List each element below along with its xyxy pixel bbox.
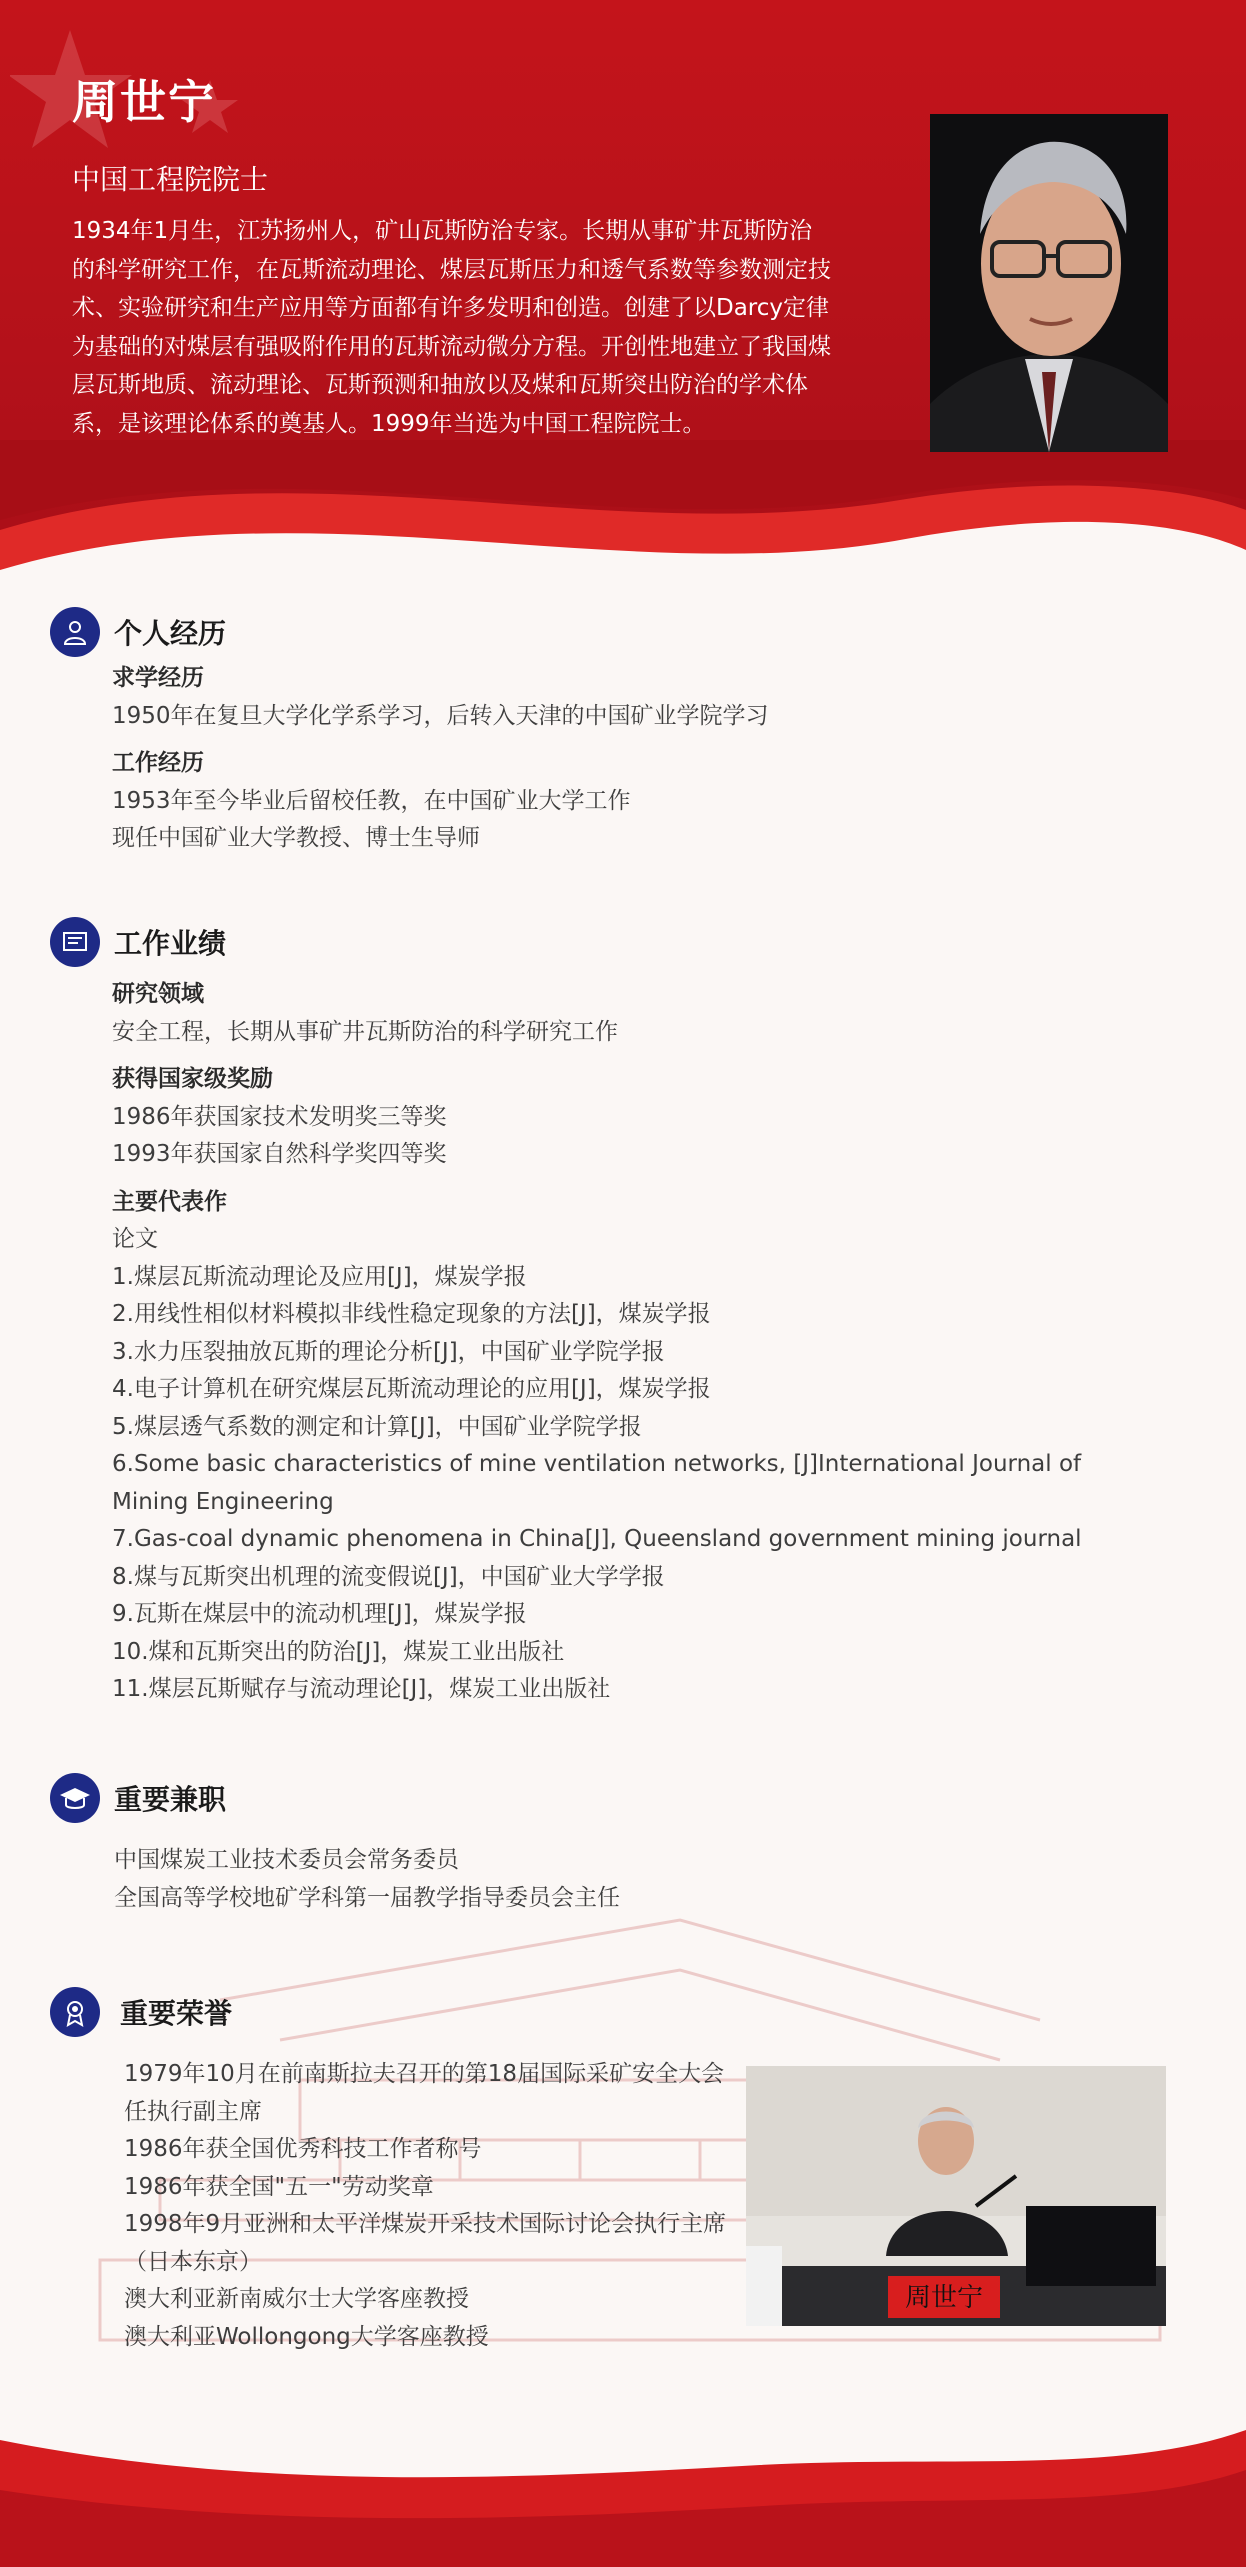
honor-item: 澳大利亚Wollongong大学客座教授	[124, 2323, 489, 2350]
honor-item: 1986年获全国"五一"劳动奖章	[124, 2173, 434, 2200]
award-subtitle: 获得国家级奖励	[112, 1066, 273, 1092]
honor-item: 1979年10月在前南斯拉夫召开的第18届国际采矿安全大会任执行副主席	[124, 2061, 725, 2125]
academic-title: 中国工程院院士	[72, 163, 269, 196]
paper-item: 3.水力压裂抽放瓦斯的理论分析[J]，中国矿业学院学报	[112, 1338, 665, 1365]
person-name: 周世宁	[72, 75, 216, 129]
work-item: 1953年至今毕业后留校任教，在中国矿业大学工作	[112, 787, 631, 814]
paper-item: 5.煤层透气系数的测定和计算[J]，中国矿业学院学报	[112, 1413, 642, 1440]
section-positions-title: 重要兼职	[114, 1783, 227, 1816]
study-subtitle: 求学经历	[112, 665, 204, 691]
paper-item: 6.Some basic characteristics of mine ventilation networks, [J]International Journal of Mining Engineering	[112, 1451, 1082, 1515]
paper-item: 9.瓦斯在煤层中的流动机理[J]，煤炭学报	[112, 1601, 527, 1627]
honor-item: 澳大利亚新南威尔士大学客座教授	[124, 2286, 469, 2312]
paper-item: 7.Gas-coal dynamic phenomena in China[J], Queensland government mining journal	[112, 1526, 1082, 1552]
section-honors-title: 重要荣誉	[120, 1997, 233, 2030]
position-item: 全国高等学校地矿学科第一届教学指导委员会主任	[114, 1884, 620, 1911]
resume-content	[112, 660, 1192, 858]
work-item: 现任中国矿业大学教授、博士生导师	[112, 825, 480, 851]
person-icon	[50, 607, 100, 657]
section-honors-header	[50, 1986, 232, 2038]
paper-item: 10.煤和瓦斯突出的防治[J]，煤炭工业出版社	[112, 1638, 565, 1665]
section-positions-header	[50, 1772, 226, 1824]
portrait-photo	[930, 114, 1168, 452]
honors-content	[124, 2056, 734, 2356]
award-item: 1986年获国家技术发明奖三等奖	[112, 1103, 447, 1130]
biography-text: 1934年1月生，江苏扬州人，矿山瓦斯防治专家。长期从事矿井瓦斯防治的科学研究工作，在瓦斯流动理论、煤层瓦斯压力和透气系数等参数测定技术、实验研究和生产应用等方面都有许多发明和创造。创建了以Darcy定律为基础的对煤层有强吸附作用的瓦斯流动微分方程。开创性地建立了我国煤层瓦斯地质、流动理论、瓦斯预测和抽放以及煤和瓦斯突出防治的学术体系，是该理论体系的奠基人。1999年当选为中国工程院院士。	[72, 218, 831, 437]
section-resume-header	[50, 606, 226, 658]
medal-icon	[50, 1987, 100, 2037]
paper-item: 1.煤层瓦斯流动理论及应用[J]，煤炭学报	[112, 1263, 527, 1290]
footer-wave-decoration	[0, 2420, 1246, 2567]
section-achievements-header	[50, 916, 226, 968]
position-item: 中国煤炭工业技术委员会常务委员	[114, 1847, 459, 1873]
field-subtitle: 研究领域	[112, 981, 204, 1007]
paper-item: 8.煤与瓦斯突出机理的流变假说[J]，中国矿业大学学报	[112, 1563, 665, 1590]
achievements-content	[112, 976, 1192, 1709]
positions-content	[114, 1842, 1194, 1917]
section-achievements-title: 工作业绩	[114, 927, 227, 960]
works-subtitle: 主要代表作	[112, 1188, 227, 1215]
certificate-icon	[50, 917, 100, 967]
paper-item: 11.煤层瓦斯赋存与流动理论[J]，煤炭工业出版社	[112, 1676, 611, 1702]
honor-item: 1986年获全国优秀科技工作者称号	[124, 2136, 482, 2162]
honor-item: 1998年9月亚洲和太平洋煤炭开采技术国际讨论会执行主席（日本东京）	[124, 2211, 727, 2275]
section-resume-title: 个人经历	[114, 617, 227, 650]
paper-item: 2.用线性相似材料模拟非线性稳定现象的方法[J]，煤炭学报	[112, 1301, 711, 1327]
work-subtitle: 工作经历	[112, 750, 204, 776]
paper-item: 4.电子计算机在研究煤层瓦斯流动理论的应用[J]，煤炭学报	[112, 1376, 711, 1402]
papers-label: 论文	[112, 1226, 158, 1252]
study-item: 1950年在复旦大学化学系学习，后转入天津的中国矿业学院学习	[112, 702, 769, 729]
graduation-cap-icon	[50, 1773, 100, 1823]
field-text: 安全工程，长期从事矿井瓦斯防治的科学研究工作	[112, 1018, 618, 1045]
meeting-photo	[746, 2066, 1166, 2326]
award-item: 1993年获国家自然科学奖四等奖	[112, 1141, 447, 1167]
nameplate-text: 周世宁	[904, 2283, 984, 2313]
